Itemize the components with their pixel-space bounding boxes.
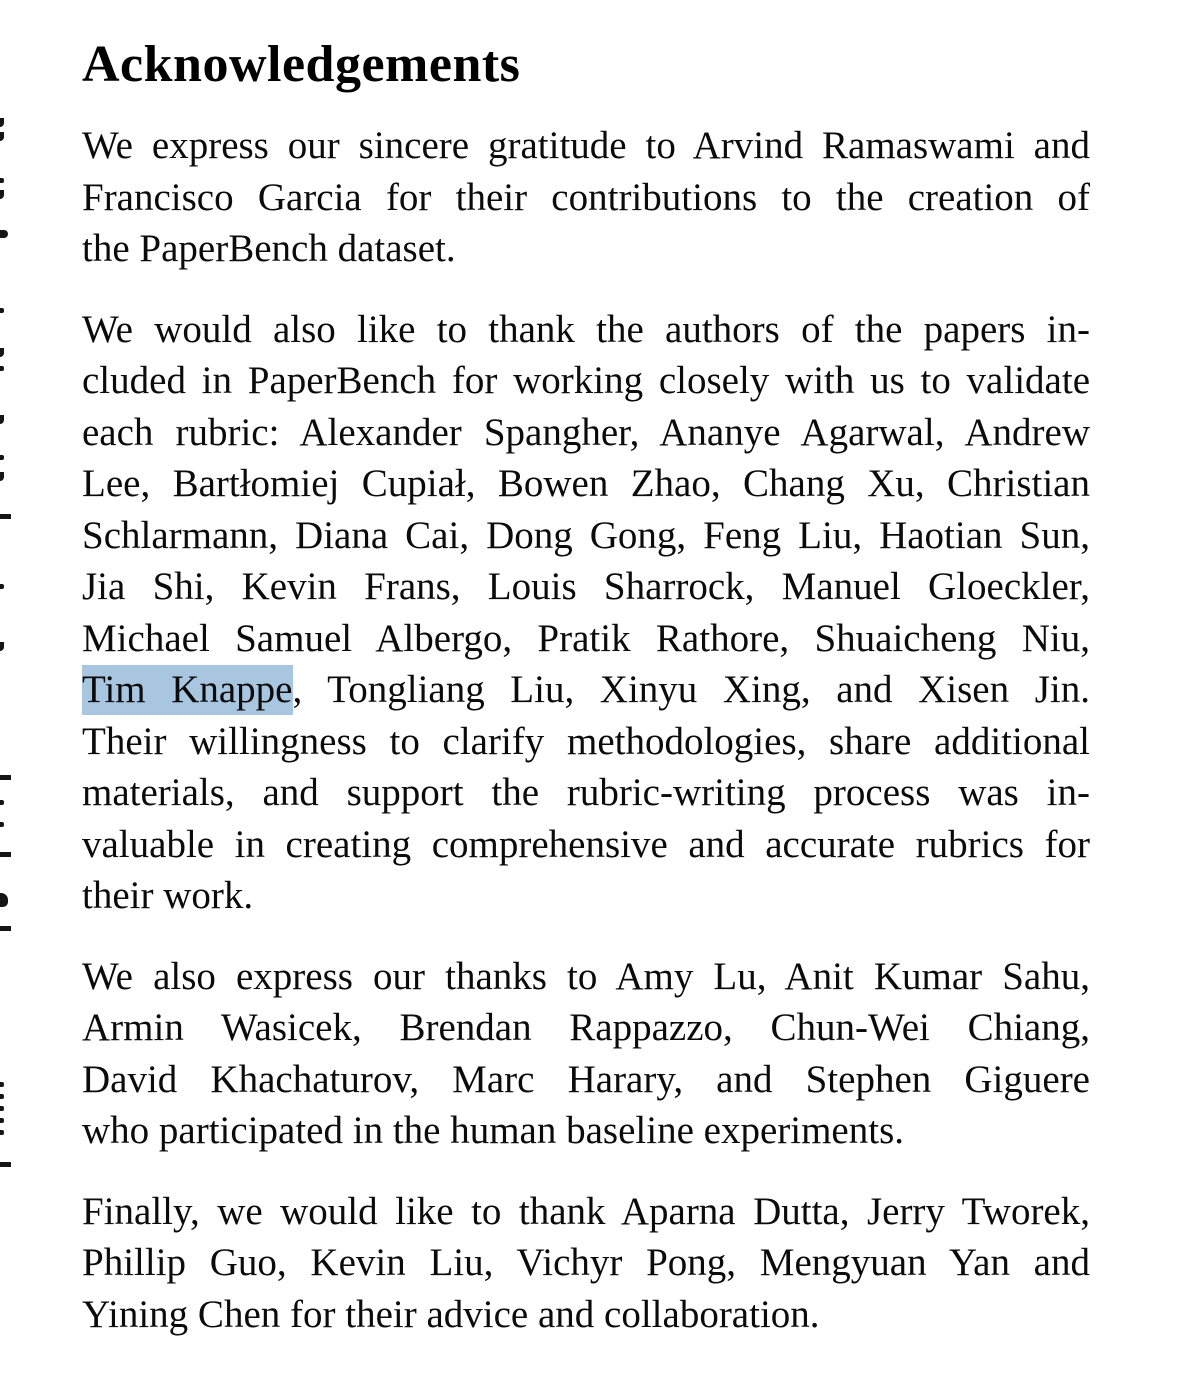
- clipped-glyph-fragment: [0, 800, 4, 805]
- paragraph: [82, 1186, 1090, 1341]
- text-segment: Schlarmann, Diana Cai, Dong Gong, Feng Liu, Haotian Sun,: [82, 513, 1090, 557]
- paragraph-line: [82, 1002, 1090, 1054]
- clipped-glyph-fragment: [0, 1162, 11, 1167]
- clipped-glyph-fragment: [0, 926, 11, 931]
- text-segment: Their willingness to clarify methodologies, share additional: [82, 719, 1090, 763]
- paragraph-line: [82, 223, 1090, 275]
- paragraph-line: [82, 716, 1090, 768]
- text-segment: David Khachaturov, Marc Harary, and Stephen Giguere: [82, 1057, 1090, 1101]
- clipped-glyph-fragment: [0, 348, 4, 357]
- clipped-glyph-fragment: [0, 472, 4, 481]
- paragraph-line: [82, 870, 1090, 922]
- document-column: [82, 36, 1090, 1340]
- paragraph-line: [82, 1186, 1090, 1238]
- clipped-glyph-fragment: [0, 584, 4, 589]
- text-segment: cluded in PaperBench for working closely with us to validate: [82, 359, 1090, 403]
- text-segment: Michael Samuel Albergo, Pratik Rathore, Shuaicheng Niu,: [82, 616, 1090, 660]
- clipped-glyph-fragment: [0, 775, 11, 780]
- text-segment: Finally, we would like to thank Aparna Dutta, Jerry Tworek,: [82, 1189, 1090, 1233]
- clipped-glyph-fragment: [0, 514, 11, 519]
- clipped-glyph-fragment: [0, 455, 4, 460]
- paragraph: [82, 304, 1090, 922]
- clipped-glyph-fragment: [0, 1082, 4, 1087]
- paragraph-line: [82, 951, 1090, 1003]
- text-segment: the PaperBench dataset.: [82, 227, 456, 271]
- text-segment: , Tongliang Liu, Xinyu Xing, and Xisen Jin.: [292, 668, 1090, 712]
- clipped-glyph-fragment: [0, 642, 4, 651]
- clipped-glyph-fragment: [0, 132, 4, 141]
- paragraph-line: [82, 767, 1090, 819]
- clipped-glyph-fragment: [0, 852, 11, 857]
- paragraph-line: [82, 510, 1090, 562]
- text-segment: Yining Chen for their advice and collaboration.: [82, 1292, 820, 1336]
- text-segment: valuable in creating comprehensive and accurate rubrics for: [82, 822, 1090, 866]
- clipped-glyph-fragment: [0, 178, 4, 183]
- text-segment: each rubric: Alexander Spangher, Ananye Agarwal, Andrew: [82, 410, 1090, 454]
- clipped-glyph-fragment: [0, 230, 8, 238]
- paragraph-line: [82, 1237, 1090, 1289]
- text-segment: who participated in the human baseline experiments.: [82, 1109, 904, 1153]
- document-body: [82, 120, 1090, 1340]
- paragraph-line: [82, 407, 1090, 459]
- paragraph-line: [82, 819, 1090, 871]
- clipped-glyph-fragment: [0, 893, 8, 907]
- section-title: Acknowledgements: [82, 36, 521, 93]
- paragraph: [82, 951, 1090, 1157]
- paragraph-line: [82, 355, 1090, 407]
- clipped-glyph-fragment: [0, 1118, 4, 1123]
- clipped-glyph-fragment: [0, 822, 4, 827]
- paragraph-line: [82, 561, 1090, 613]
- text-segment: Lee, Bartłomiej Cupiał, Bowen Zhao, Chang Xu, Christian: [82, 462, 1090, 506]
- clipped-glyph-fragment: [0, 118, 4, 127]
- paragraph-line: [82, 304, 1090, 356]
- text-segment: We would also like to thank the authors of the papers in-: [82, 307, 1090, 351]
- paragraph-line: [82, 120, 1090, 172]
- text-segment: Francisco Garcia for their contributions to the creation of: [82, 175, 1090, 219]
- text-segment: their work.: [82, 874, 254, 918]
- paragraph: [82, 120, 1090, 275]
- paragraph-line: [82, 1054, 1090, 1106]
- clipped-glyph-fragment: [0, 1106, 4, 1111]
- text-segment: Armin Wasicek, Brendan Rappazzo, Chun-Wei Chiang,: [82, 1006, 1090, 1050]
- clipped-glyph-fragment: [0, 415, 4, 424]
- text-segment: Jia Shi, Kevin Frans, Louis Sharrock, Manuel Gloeckler,: [82, 565, 1090, 609]
- paragraph-line: [82, 1105, 1090, 1157]
- clipped-glyph-fragment: [0, 1094, 4, 1099]
- paragraph-line: [82, 458, 1090, 510]
- text-segment: materials, and support the rubric-writing process was in-: [82, 771, 1090, 815]
- paragraph-line: [82, 172, 1090, 224]
- clipped-glyph-fragment: [0, 190, 4, 199]
- paragraph-line: [82, 1289, 1090, 1341]
- paragraph-line: [82, 664, 1090, 716]
- clipped-glyph-fragment: [0, 1130, 4, 1135]
- text-segment: We also express our thanks to Amy Lu, Anit Kumar Sahu,: [82, 954, 1090, 998]
- clipped-glyph-fragment: [0, 308, 4, 313]
- clipped-glyph-fragment: [0, 366, 4, 371]
- selected-text-highlight[interactable]: Tim Knappe: [82, 668, 293, 712]
- text-segment: Phillip Guo, Kevin Liu, Vichyr Pong, Mengyuan Yan and: [82, 1241, 1090, 1285]
- paragraph-line: [82, 613, 1090, 665]
- text-segment: We express our sincere gratitude to Arvind Ramaswami and: [82, 124, 1090, 168]
